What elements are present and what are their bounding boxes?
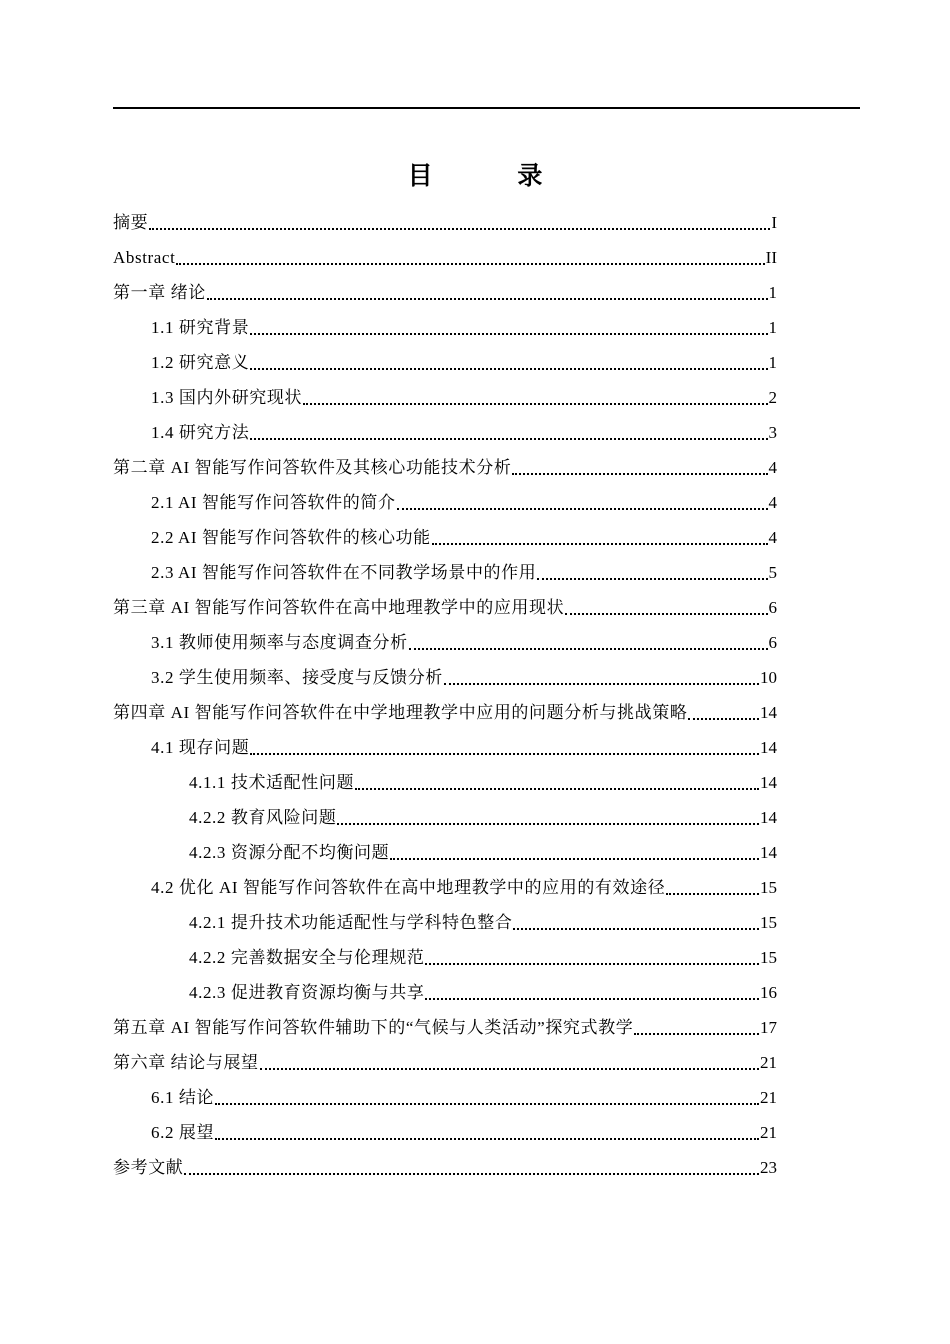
toc-entry-page-number: 10 <box>760 667 777 687</box>
toc-entry[interactable] <box>113 695 777 730</box>
toc-entry[interactable] <box>113 660 777 695</box>
toc-entry-page-number: 21 <box>760 1122 777 1142</box>
toc-entry-title: 4.2.3 促进教育资源均衡与共享 <box>189 982 425 1002</box>
toc-title: 目 录 <box>407 161 581 190</box>
toc-entry[interactable] <box>113 940 777 975</box>
toc-entry[interactable] <box>113 450 777 485</box>
toc-entry-title: 1.4 研究方法 <box>151 422 250 442</box>
toc-entry[interactable] <box>113 555 777 590</box>
toc-entry-title: 3.1 教师使用频率与态度调查分析 <box>151 632 408 652</box>
toc-entry-page-number: 3 <box>768 422 777 442</box>
toc-entry-page-number: 17 <box>760 1017 777 1037</box>
toc-entry-title: 4.2.3 资源分配不均衡问题 <box>189 842 390 862</box>
dot-leader <box>444 683 759 685</box>
toc-entry[interactable] <box>113 380 777 415</box>
dot-leader <box>512 473 767 475</box>
toc-entry[interactable] <box>113 485 777 520</box>
toc-entry-page-number: 21 <box>760 1052 777 1072</box>
toc-entry-page-number: 14 <box>760 807 777 827</box>
toc-entry[interactable] <box>113 730 777 765</box>
toc-entry-page-number: 4 <box>768 527 777 547</box>
dot-leader <box>634 1033 759 1035</box>
toc-entry-title: 4.2.1 提升技术功能适配性与学科特色整合 <box>189 912 513 932</box>
toc-entry-title: 4.1 现存问题 <box>151 737 250 757</box>
dot-leader <box>215 1103 759 1105</box>
toc-entry[interactable] <box>113 835 777 870</box>
toc-entry-title: 2.1 AI 智能写作问答软件的简介 <box>151 492 396 512</box>
toc-entry-page-number: 21 <box>760 1087 777 1107</box>
dot-leader <box>207 298 768 300</box>
toc-list <box>113 205 777 1185</box>
toc-entry-title: 参考文献 <box>113 1157 184 1177</box>
toc-entry-page-number: 15 <box>760 947 777 967</box>
toc-entry-page-number: 4 <box>768 492 777 512</box>
dot-leader <box>355 788 759 790</box>
toc-entry-title: 第三章 AI 智能写作问答软件在高中地理教学中的应用现状 <box>113 597 565 617</box>
toc-entry-title: 6.2 展望 <box>151 1122 215 1142</box>
dot-leader <box>184 1173 759 1175</box>
toc-entry[interactable] <box>113 625 777 660</box>
toc-entry-page-number: 23 <box>760 1157 777 1177</box>
toc-entry-title: 6.1 结论 <box>151 1087 215 1107</box>
toc-entry[interactable] <box>113 345 777 380</box>
toc-entry-title: 4.2 优化 AI 智能写作问答软件在高中地理教学中的应用的有效途径 <box>151 877 666 897</box>
toc-entry-title: 4.1.1 技术适配性问题 <box>189 772 355 792</box>
dot-leader <box>215 1138 759 1140</box>
toc-entry-page-number: II <box>765 247 777 267</box>
dot-leader <box>397 508 768 510</box>
toc-entry-title: 3.2 学生使用频率、接受度与反馈分析 <box>151 667 443 687</box>
dot-leader <box>537 578 767 580</box>
toc-entry[interactable] <box>113 240 777 275</box>
dot-leader <box>176 263 764 265</box>
toc-entry-title: 2.3 AI 智能写作问答软件在不同教学场景中的作用 <box>151 562 537 582</box>
dot-leader <box>250 438 767 440</box>
toc-entry-title: 2.2 AI 智能写作问答软件的核心功能 <box>151 527 431 547</box>
toc-entry[interactable] <box>113 205 777 240</box>
toc-entry-title: Abstract <box>113 247 176 267</box>
toc-entry-title: 4.2.2 教育风险问题 <box>189 807 337 827</box>
dot-leader <box>260 1068 759 1070</box>
toc-entry-title: 第二章 AI 智能写作问答软件及其核心功能技术分析 <box>113 457 512 477</box>
toc-entry-page-number: 15 <box>760 877 777 897</box>
toc-entry[interactable] <box>113 415 777 450</box>
toc-entry[interactable] <box>113 275 777 310</box>
toc-entry[interactable] <box>113 1080 777 1115</box>
toc-entry-page-number: 6 <box>768 632 777 652</box>
toc-entry-title: 第五章 AI 智能写作问答软件辅助下的“气候与人类活动”探究式教学 <box>113 1017 634 1037</box>
toc-entry-title: 1.2 研究意义 <box>151 352 250 372</box>
dot-leader <box>390 858 759 860</box>
dot-leader <box>250 753 759 755</box>
dot-leader <box>303 403 767 405</box>
dot-leader <box>688 718 759 720</box>
toc-entry[interactable] <box>113 800 777 835</box>
toc-entry[interactable] <box>113 1045 777 1080</box>
toc-entry[interactable] <box>113 1115 777 1150</box>
toc-entry-title: 4.2.2 完善数据安全与伦理规范 <box>189 947 425 967</box>
toc-entry[interactable] <box>113 590 777 625</box>
toc-entry-page-number: 2 <box>768 387 777 407</box>
toc-entry-page-number: 15 <box>760 912 777 932</box>
toc-entry-page-number: 14 <box>760 772 777 792</box>
dot-leader <box>513 928 759 930</box>
toc-entry-page-number: 6 <box>768 597 777 617</box>
toc-entry-page-number: I <box>771 212 777 232</box>
dot-leader <box>432 543 768 545</box>
toc-entry-page-number: 14 <box>760 737 777 757</box>
toc-entry-page-number: 14 <box>760 702 777 722</box>
dot-leader <box>409 648 768 650</box>
toc-entry-title: 第一章 绪论 <box>113 282 206 302</box>
toc-entry-title: 摘要 <box>113 212 149 232</box>
toc-entry[interactable] <box>113 520 777 555</box>
dot-leader <box>425 998 759 1000</box>
toc-entry-title: 1.1 研究背景 <box>151 317 250 337</box>
toc-entry[interactable] <box>113 310 777 345</box>
header-rule <box>113 107 860 109</box>
dot-leader <box>149 228 770 230</box>
toc-entry-title: 第四章 AI 智能写作问答软件在中学地理教学中应用的问题分析与挑战策略 <box>113 702 688 722</box>
toc-entry-page-number: 5 <box>768 562 777 582</box>
toc-entry-page-number: 1 <box>768 282 777 302</box>
dot-leader <box>337 823 759 825</box>
toc-entry-page-number: 1 <box>768 352 777 372</box>
toc-entry-title: 1.3 国内外研究现状 <box>151 387 303 407</box>
dot-leader <box>565 613 767 615</box>
dot-leader <box>425 963 759 965</box>
toc-entry-page-number: 16 <box>760 982 777 1002</box>
toc-entry[interactable] <box>113 765 777 800</box>
dot-leader <box>250 368 767 370</box>
toc-entry-page-number: 4 <box>768 457 777 477</box>
toc-entry[interactable] <box>113 1150 777 1185</box>
dot-leader <box>666 893 759 895</box>
dot-leader <box>250 333 767 335</box>
toc-entry[interactable] <box>113 905 777 940</box>
toc-entry-page-number: 14 <box>760 842 777 862</box>
toc-entry[interactable] <box>113 975 777 1010</box>
toc-entry[interactable] <box>113 870 777 905</box>
toc-entry-title: 第六章 结论与展望 <box>113 1052 259 1072</box>
toc-entry[interactable] <box>113 1010 777 1045</box>
toc-entry-page-number: 1 <box>768 317 777 337</box>
